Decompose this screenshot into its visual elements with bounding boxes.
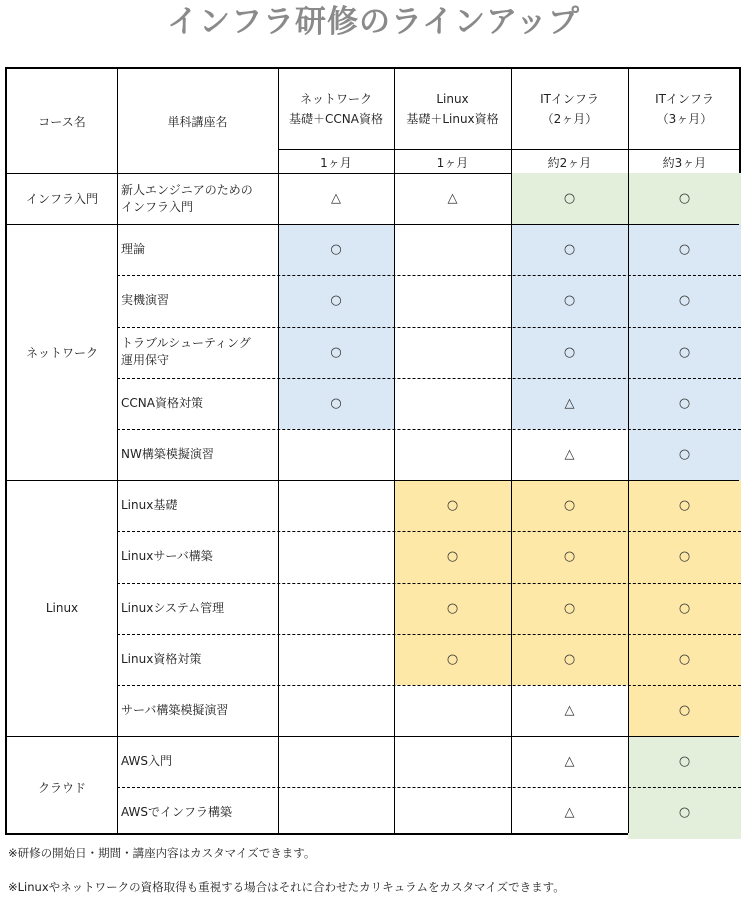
mark-cell: △ xyxy=(331,191,341,207)
lecture-name-cell xyxy=(117,736,278,787)
lecture-name-line1: Linuxシステム管理 xyxy=(121,600,225,615)
mark-cell xyxy=(394,787,511,838)
lecture-name-cell xyxy=(117,583,278,634)
header-course-it-infra-2m xyxy=(511,69,628,149)
mark-cell: ○ xyxy=(394,583,511,634)
mark-cell: ○ xyxy=(278,224,394,275)
column-divider xyxy=(394,69,395,833)
row-divider xyxy=(117,634,741,635)
page-title: インフラ研修のラインアップ xyxy=(167,4,580,40)
lecture-name-line1: Linuxサーバ構築 xyxy=(121,549,213,564)
mark-cell xyxy=(394,275,511,326)
header-course-line1: ネットワーク xyxy=(299,92,372,106)
lecture-name-line1: 新人エンジニアのための xyxy=(121,182,253,197)
lecture-name-cell xyxy=(117,275,278,326)
row-divider xyxy=(117,531,741,532)
mark-cell: ○ xyxy=(628,685,741,736)
lecture-name-cell xyxy=(117,531,278,582)
mark-cell: △ xyxy=(447,191,458,207)
row-divider xyxy=(117,327,741,328)
header-course-line2: （2ヶ月） xyxy=(541,112,598,126)
note-customize-curriculum: ※Linuxやネットワークの資格取得も重視する場合はそれに合わせたカリキュラムをカスタマイズできます。 xyxy=(8,880,565,894)
mark-cell xyxy=(278,429,394,480)
mark-cell: ○ xyxy=(628,327,741,378)
mark-cell: ○ xyxy=(511,224,628,275)
mark-cell: △ xyxy=(564,805,575,821)
mark-cell xyxy=(394,736,511,787)
mark-cell xyxy=(394,327,511,378)
column-divider xyxy=(628,69,629,833)
mark-cell: △ xyxy=(564,447,575,463)
lecture-name-line1: 実機演習 xyxy=(121,293,170,308)
mark-cell xyxy=(394,224,511,275)
mark-cell: ○ xyxy=(628,275,741,326)
course-lineup-table xyxy=(5,67,741,835)
lecture-name-cell xyxy=(117,634,278,685)
course-group-name: ネットワーク xyxy=(25,345,98,360)
course-group-name: クラウド xyxy=(37,780,86,795)
header-course-line2: （3ヶ月） xyxy=(656,112,713,126)
mark-cell: ○ xyxy=(511,583,628,634)
mark-cell: ○ xyxy=(278,327,394,378)
header-lecture-name: 単科講座名 xyxy=(167,114,228,129)
mark-cell: ○ xyxy=(394,480,511,531)
mark-cell: ○ xyxy=(628,787,741,838)
mark-cell xyxy=(278,480,394,531)
mark-cell: ○ xyxy=(511,531,628,582)
row-divider xyxy=(117,429,741,430)
lecture-name-line1: AWS入門 xyxy=(121,754,173,769)
lecture-name-cell xyxy=(117,378,278,429)
duration-it-infra-2m: 約2ヶ月 xyxy=(547,155,592,170)
mark-cell xyxy=(278,583,394,634)
mark-cell: ○ xyxy=(628,531,741,582)
header-course-line1: ITインフラ xyxy=(655,92,714,106)
header-course-line1: Linux xyxy=(436,92,469,106)
duration-network: 1ヶ月 xyxy=(320,155,352,170)
mark-cell: ○ xyxy=(394,531,511,582)
lecture-name-line1: AWSでインフラ構築 xyxy=(121,805,233,820)
header-course-line1: ITインフラ xyxy=(540,92,599,106)
note-customize-schedule: ※研修の開始日・期間・講座内容はカスタマイズできます。 xyxy=(8,846,316,860)
header-course-it-infra-3m xyxy=(628,69,741,149)
column-divider xyxy=(117,69,118,833)
lecture-name-cell xyxy=(117,480,278,531)
lecture-name-cell xyxy=(117,685,278,736)
mark-cell xyxy=(278,787,394,838)
column-divider xyxy=(511,69,512,833)
row-divider xyxy=(117,583,741,584)
mark-cell xyxy=(394,429,511,480)
lecture-name-line1: Linux基礎 xyxy=(121,498,178,513)
mark-cell: ○ xyxy=(628,634,741,685)
duration-it-infra-3m: 約3ヶ月 xyxy=(662,155,707,170)
lecture-name-line1: 理論 xyxy=(121,242,146,257)
mark-cell: ○ xyxy=(628,378,741,429)
mark-cell: ○ xyxy=(511,634,628,685)
mark-cell: ○ xyxy=(628,429,741,480)
mark-cell: ○ xyxy=(511,173,628,224)
header-course-network xyxy=(278,69,394,149)
mark-cell xyxy=(278,634,394,685)
row-divider xyxy=(117,275,741,276)
mark-cell: ○ xyxy=(628,173,741,224)
mark-cell xyxy=(278,685,394,736)
lecture-name-line2: 運用保守 xyxy=(121,353,170,368)
mark-cell: △ xyxy=(564,754,575,770)
mark-cell: ○ xyxy=(394,634,511,685)
lecture-name-cell xyxy=(117,787,278,838)
row-divider xyxy=(117,787,741,788)
column-divider xyxy=(278,69,279,833)
mark-cell: ○ xyxy=(628,224,741,275)
course-group-name: Linux xyxy=(45,601,79,616)
lecture-name-line1: Linux資格対策 xyxy=(121,651,202,666)
header-course-name: コース名 xyxy=(38,114,86,129)
lecture-name-line2: インフラ入門 xyxy=(121,199,194,214)
lecture-name-line1: トラブルシューティング xyxy=(121,336,251,351)
mark-cell: △ xyxy=(564,703,575,719)
row-divider xyxy=(117,378,741,379)
lecture-name-line1: NW構築模擬演習 xyxy=(121,447,214,462)
header-course-linux xyxy=(394,69,511,149)
mark-cell xyxy=(278,736,394,787)
duration-divider xyxy=(278,149,741,150)
mark-cell: ○ xyxy=(278,275,394,326)
mark-cell: ○ xyxy=(628,736,741,787)
course-group-name: インフラ入門 xyxy=(25,192,98,207)
mark-cell: ○ xyxy=(511,275,628,326)
lecture-name-line1: サーバ構築模擬演習 xyxy=(121,703,229,718)
lecture-name-cell xyxy=(117,429,278,480)
mark-cell: △ xyxy=(511,378,628,429)
duration-linux: 1ヶ月 xyxy=(436,155,469,170)
mark-cell: ○ xyxy=(511,327,628,378)
lecture-name-cell xyxy=(117,327,278,378)
mark-cell: ○ xyxy=(511,480,628,531)
mark-cell xyxy=(394,685,511,736)
mark-cell xyxy=(394,378,511,429)
lecture-name-cell xyxy=(117,173,278,224)
row-divider xyxy=(117,685,741,686)
mark-cell xyxy=(278,531,394,582)
mark-cell: ○ xyxy=(278,378,394,429)
lecture-name-cell xyxy=(117,224,278,275)
header-course-line2: 基礎＋CCNA資格 xyxy=(289,112,383,126)
mark-cell: ○ xyxy=(628,583,741,634)
lecture-name-line1: CCNA資格対策 xyxy=(121,395,203,410)
header-course-line2: 基礎＋Linux資格 xyxy=(406,112,499,126)
mark-cell: ○ xyxy=(628,480,741,531)
